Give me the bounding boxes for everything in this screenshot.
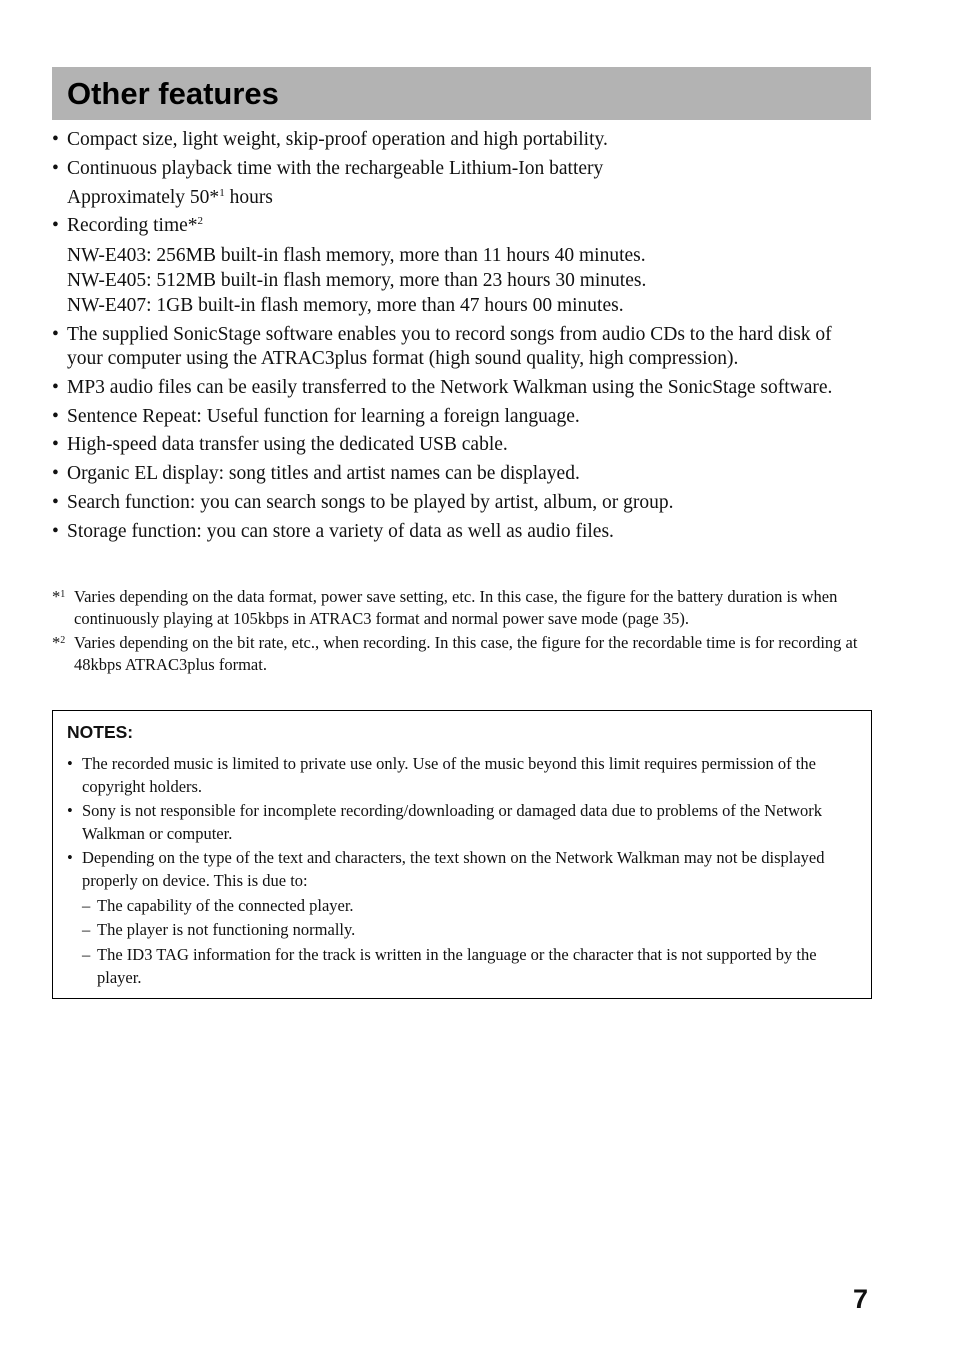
footnote-1	[52, 586, 872, 630]
bullet-icon: •	[67, 848, 73, 867]
notes-list	[67, 752, 857, 990]
feature-text: Compact size, light weight, skip-proof operation and high portability.	[67, 129, 608, 150]
bullet-icon: •	[52, 491, 59, 513]
note-sub-text: The player is not functioning normally.	[97, 920, 356, 939]
note-sub-text: The ID3 TAG information for the track is written in the language or the character that is not supported by the player.	[97, 944, 817, 987]
list-item	[52, 214, 872, 318]
footnote-asterisk: *	[52, 633, 61, 652]
list-item	[82, 894, 857, 917]
bullet-icon: •	[52, 520, 59, 542]
list-item	[52, 157, 872, 210]
note-text: Depending on the type of the text and characters, the text shown on the Network Walkman may not be displayed properly on device. This is due to:	[82, 848, 825, 890]
list-item	[67, 752, 857, 798]
footnote-mark	[52, 632, 65, 654]
notes-title: NOTES:	[67, 722, 134, 742]
feature-text: Sentence Repeat: Useful function for learning a foreign language.	[67, 405, 580, 427]
bullet-icon: •	[52, 323, 59, 345]
dash-icon: –	[82, 944, 91, 964]
list-item	[67, 799, 857, 845]
list-item	[52, 433, 872, 457]
bullet-icon: •	[52, 376, 59, 398]
feature-text: Organic EL display: song titles and artist names can be displayed.	[67, 463, 580, 485]
bullet-icon: •	[52, 129, 59, 150]
feature-text: Continuous playback time with the rechargeable Lithium-Ion battery	[67, 157, 604, 179]
footnote-ref: 2	[197, 215, 204, 228]
battery-hours-suffix: hours	[224, 186, 273, 208]
list-item	[52, 405, 872, 429]
bullet-icon: •	[52, 434, 59, 456]
bullet-icon: •	[67, 801, 73, 820]
note-sub-text: The capability of the connected player.	[97, 895, 354, 915]
note-sub-list	[82, 894, 857, 989]
recording-model-line: NW-E405: 512MB built-in flash memory, more than 23 hours 30 minutes.	[67, 270, 647, 292]
footnote-number: 2	[60, 635, 66, 646]
bullet-icon: •	[52, 463, 59, 485]
section-header-bar	[52, 67, 871, 120]
features-list	[52, 128, 872, 549]
recording-model-line: NW-E403: 256MB built-in flash memory, more than 11 hours 40 minutes.	[67, 245, 646, 267]
footnotes	[52, 586, 872, 678]
note-text: The recorded music is limited to private use only. Use of the music beyond this limit requires permission of the copyright holders.	[82, 754, 816, 796]
list-item	[82, 943, 857, 989]
list-item	[67, 846, 857, 989]
feature-text: Storage function: you can store a variety of data as well as audio files.	[67, 520, 614, 542]
footnote-2	[52, 632, 872, 676]
footnote-number: 1	[60, 589, 66, 600]
list-item	[82, 918, 857, 941]
note-text: Sony is not responsible for incomplete recording/downloading or damaged data due to problems of the Network Walkman or computer.	[82, 801, 823, 843]
list-item	[52, 520, 872, 544]
recording-models	[67, 243, 872, 318]
bullet-icon: •	[67, 754, 73, 773]
recording-model-line: NW-E407: 1GB built-in flash memory, more than 47 hours 00 minutes.	[67, 295, 624, 317]
dash-icon: –	[82, 920, 91, 939]
feature-text: Recording time*	[67, 215, 198, 237]
list-item	[52, 491, 872, 515]
list-item	[52, 323, 872, 371]
feature-text: The supplied SonicStage software enables you to record songs from audio CDs to the hard disk of your computer using the ATRAC3plus format (high sound quality, high compression).	[67, 323, 832, 369]
list-item	[52, 462, 872, 486]
list-item	[52, 128, 872, 152]
footnote-ref: 1	[219, 186, 225, 199]
page-number: 7	[853, 1284, 869, 1314]
dash-icon: –	[82, 895, 91, 915]
battery-hours	[67, 186, 872, 210]
list-item	[52, 376, 872, 400]
notes-box	[52, 710, 872, 999]
bullet-icon: •	[52, 215, 59, 237]
feature-text: High-speed data transfer using the dedicated USB cable.	[67, 434, 508, 456]
feature-text: MP3 audio files can be easily transferred to the Network Walkman using the SonicStage software.	[67, 376, 833, 398]
footnote-text: Varies depending on the bit rate, etc., when recording. In this case, the figure for the recordable time is for recording at 48kbps ATRAC3plus format.	[74, 633, 858, 674]
footnote-text: Varies depending on the data format, power save setting, etc. In this case, the figure for the battery duration is when continuously playing at 105kbps in ATRAC3 format and normal power save mode (page 35).	[74, 587, 838, 628]
page-title: Other features	[67, 76, 279, 111]
feature-text: Search function: you can search songs to be played by artist, album, or group.	[67, 491, 674, 513]
battery-hours-prefix: Approximately 50*	[67, 186, 220, 208]
bullet-icon: •	[52, 157, 59, 179]
footnote-mark	[52, 586, 65, 608]
footnote-asterisk: *	[52, 587, 61, 606]
bullet-icon: •	[52, 405, 59, 427]
